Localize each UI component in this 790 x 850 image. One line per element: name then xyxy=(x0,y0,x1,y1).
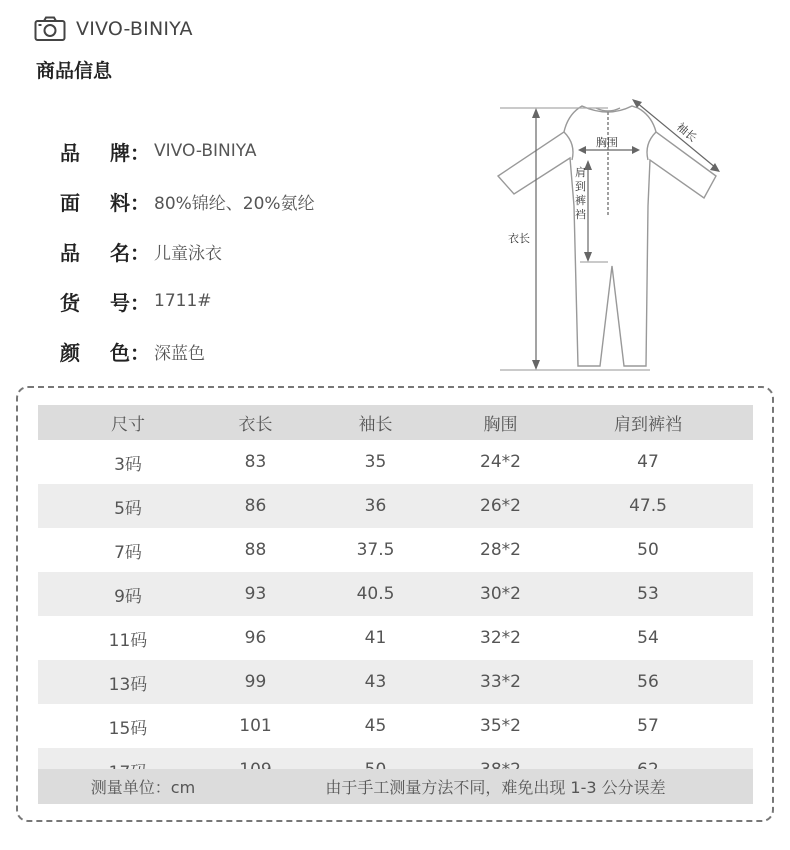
size-table xyxy=(38,405,753,792)
diagram-label-shoulder-to-crotch: 到 xyxy=(575,180,586,193)
table-cell: 15码 xyxy=(108,718,148,739)
table-cell: 37.5 xyxy=(356,540,395,560)
info-row-color xyxy=(60,326,315,376)
table-cell: 83 xyxy=(244,452,267,472)
table-cell: 96 xyxy=(244,628,267,648)
column-header: 胸围 xyxy=(458,405,543,440)
info-colon: ： xyxy=(130,340,150,365)
info-row-product-name xyxy=(60,226,315,276)
info-label: 货 号 xyxy=(60,290,130,315)
camera-icon xyxy=(34,16,66,42)
table-row xyxy=(38,572,753,616)
table-cell: 56 xyxy=(543,660,753,704)
measurement-unit: 测量单位：cm xyxy=(90,778,196,797)
table-cell: 99 xyxy=(218,660,293,704)
info-value: 深蓝色 xyxy=(154,343,205,364)
table-row xyxy=(38,616,753,660)
table-header-row xyxy=(38,405,753,440)
table-row xyxy=(38,528,753,572)
table-cell: 93 xyxy=(218,572,293,616)
table-cell: 54 xyxy=(637,628,659,648)
info-row-fabric xyxy=(60,176,315,226)
sleeve-seam-left xyxy=(564,132,573,160)
column-header: 肩到裤裆 xyxy=(543,405,753,440)
table-cell: 28*2 xyxy=(480,540,521,560)
table-cell: 43 xyxy=(293,660,458,704)
table-cell: 3码 xyxy=(114,454,142,475)
diagram-label-length: 衣长 xyxy=(508,232,530,245)
table-cell: 24*2 xyxy=(480,452,521,472)
table-footer xyxy=(38,769,753,804)
diagram-label-chest: 胸围 xyxy=(596,136,618,149)
table-row xyxy=(38,440,753,484)
section-title: 商品信息 xyxy=(36,60,113,82)
table-cell: 7码 xyxy=(114,542,142,563)
table-cell: 47.5 xyxy=(543,484,753,528)
info-label: 面 料 xyxy=(60,190,130,215)
table-cell: 40.5 xyxy=(293,572,458,616)
table-cell: 53 xyxy=(543,572,753,616)
swimsuit-measurement-diagram xyxy=(490,96,730,381)
info-colon: ： xyxy=(130,140,150,165)
brand-header xyxy=(34,14,193,44)
info-label: 品 牌 xyxy=(60,140,130,165)
column-header: 袖长 xyxy=(293,405,458,440)
info-colon: ： xyxy=(130,190,150,215)
table-cell: 41 xyxy=(364,628,387,648)
table-cell: 11码 xyxy=(108,630,148,651)
table-cell: 35 xyxy=(364,452,387,472)
table-cell: 36 xyxy=(293,484,458,528)
table-cell: 57 xyxy=(637,716,659,736)
brand-name: VIVO-BINIYA xyxy=(76,18,193,40)
diagram-label-shoulder-to-crotch: 肩 xyxy=(575,166,586,179)
measurement-note: 由于手工测量方法不同，难免出现 1-3 公分误差 xyxy=(325,778,666,797)
table-row xyxy=(38,660,753,704)
info-row-item-number xyxy=(60,276,315,326)
table-cell: 26*2 xyxy=(458,484,543,528)
table-cell: 13码 xyxy=(38,660,218,704)
table-cell: 50 xyxy=(637,540,659,560)
info-colon: ： xyxy=(130,290,150,315)
table-cell: 30*2 xyxy=(458,572,543,616)
diagram-label-shoulder-to-crotch: 裆 xyxy=(575,208,586,221)
info-value: 1711# xyxy=(154,291,212,311)
table-cell: 9码 xyxy=(38,572,218,616)
info-value: 80%锦纶、20%氨纶 xyxy=(154,193,315,214)
table-cell: 33*2 xyxy=(458,660,543,704)
diagram-label-shoulder-to-crotch: 裤 xyxy=(575,194,586,207)
info-row-brand xyxy=(60,126,315,176)
info-label: 品 名 xyxy=(60,240,130,265)
table-row xyxy=(38,484,753,528)
table-cell: 101 xyxy=(239,716,272,736)
column-header: 尺寸 xyxy=(38,405,218,440)
diagram-label-sleeve: 袖长 xyxy=(674,120,700,145)
info-colon: ： xyxy=(130,240,150,265)
column-header: 衣长 xyxy=(218,405,293,440)
table-row xyxy=(38,704,753,748)
table-cell: 47 xyxy=(637,452,659,472)
table-cell: 5码 xyxy=(38,484,218,528)
table-cell: 45 xyxy=(364,716,387,736)
table-cell: 32*2 xyxy=(480,628,521,648)
table-cell: 88 xyxy=(244,540,267,560)
sleeve-seam-right xyxy=(647,132,656,160)
info-value: VIVO-BINIYA xyxy=(154,141,257,161)
table-cell: 35*2 xyxy=(480,716,521,736)
product-info-list xyxy=(60,126,315,376)
info-value: 儿童泳衣 xyxy=(154,243,222,264)
table-cell: 86 xyxy=(218,484,293,528)
info-label: 颜 色 xyxy=(60,340,130,365)
